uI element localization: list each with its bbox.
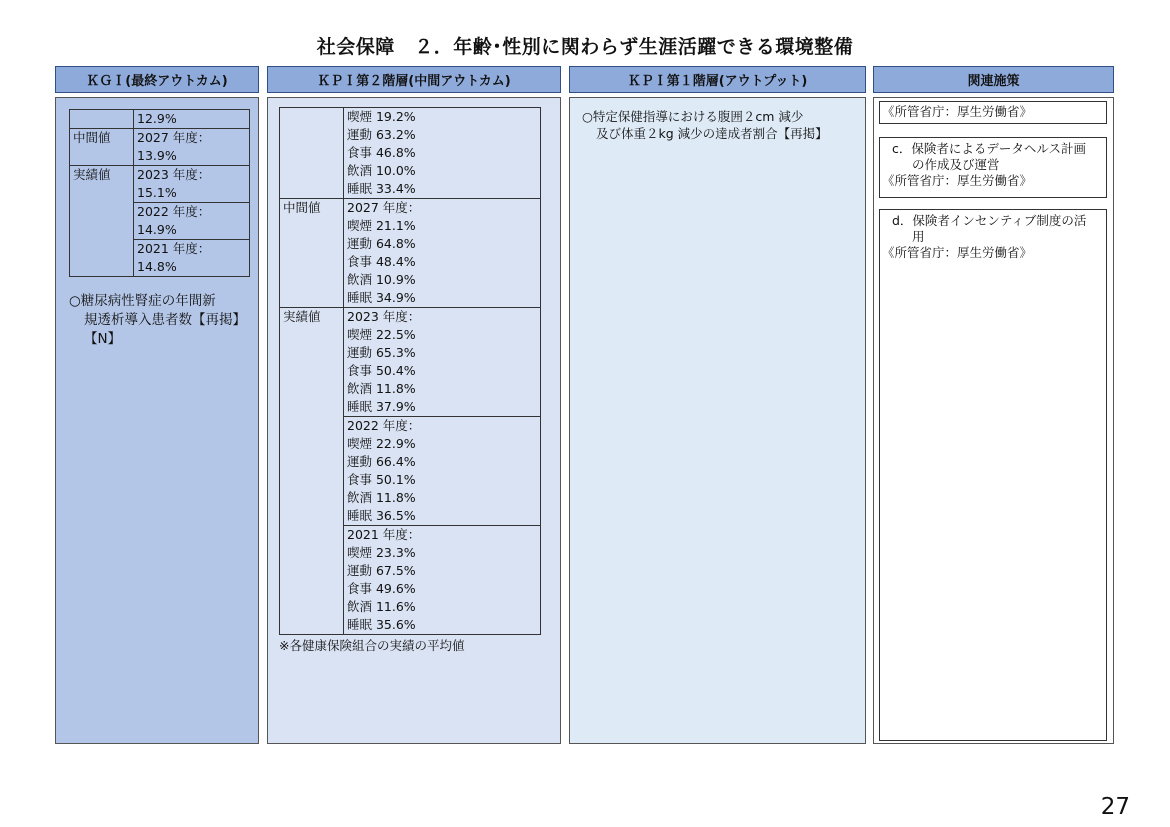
- table-row: [70, 129, 250, 166]
- ministry-text: 《所管省庁：厚生労働省》: [882, 173, 1033, 188]
- kpi1-column: [569, 97, 866, 744]
- policy-box-1: [879, 101, 1107, 124]
- kpi2-cell-label: [280, 108, 344, 199]
- header-kpi2: ＫＰＩ第２階層(中間アウトカム): [267, 66, 561, 93]
- kpi2-column: [267, 97, 561, 744]
- kgi-cell-value: 2022 年度： 14.9%: [134, 203, 250, 240]
- header-kpi1: ＫＰＩ第１階層(アウトプット): [569, 66, 866, 93]
- kgi-cell-value: 2021 年度： 14.8%: [134, 240, 250, 277]
- table-row: [280, 108, 541, 199]
- header-policy: 関連施策: [873, 66, 1114, 93]
- kpi2-cell-value: 2022 年度： 喫煙 22.9% 運動 66.4% 食事 50.1% 飲酒 11.8% 睡眠 36.5%: [344, 417, 541, 526]
- kgi-cell-label: 実績値: [70, 166, 134, 277]
- kpi2-cell-value: 喫煙 19.2% 運動 63.2% 食事 46.8% 飲酒 10.0% 睡眠 33.4%: [344, 108, 541, 199]
- kgi-item: [69, 292, 254, 349]
- policy-c-line1: c．保険者によるデータヘルス計画: [892, 141, 1086, 156]
- kgi-column: [55, 97, 259, 744]
- ministry-text: 《所管省庁：厚生労働省》: [882, 245, 1033, 260]
- page-title: 社会保障 ２．年齢･性別に関わらず生涯活躍できる環境整備: [316, 36, 854, 58]
- kpi1-item-body: 及び体重２kg 減少の達成者割合【再掲】: [596, 126, 828, 141]
- kgi-cell-label: 中間値: [70, 129, 134, 166]
- kpi2-cell-value: 2027 年度： 喫煙 21.1% 運動 64.8% 食事 48.4% 飲酒 10.9% 睡眠 34.9%: [344, 199, 541, 308]
- page-number: 27: [1100, 794, 1130, 820]
- kpi2-cell-label: 実績値: [280, 308, 344, 635]
- policy-box-3: [879, 209, 1107, 741]
- kgi-cell-value: 2027 年度： 13.9%: [134, 129, 250, 166]
- kgi-item-mark: ○: [69, 293, 81, 309]
- table-row: [280, 199, 541, 308]
- kpi2-cell-label: 中間値: [280, 199, 344, 308]
- policy-d-line2: 用: [912, 229, 925, 244]
- kgi-cell-value: 2023 年度： 15.1%: [134, 166, 250, 203]
- table-row: [70, 166, 250, 203]
- kgi-cell-value: 12.9%: [134, 110, 250, 129]
- kpi2-cell-value: 2021 年度： 喫煙 23.3% 運動 67.5% 食事 49.6% 飲酒 11.6% 睡眠 35.6%: [344, 526, 541, 635]
- header-kgi: ＫＧＩ(最終アウトカム): [55, 66, 259, 93]
- policy-d-line1: d．保険者インセンティブ制度の活: [892, 213, 1087, 228]
- kpi1-item-line1: ○特定保健指導における腹囲２cm 減少: [582, 109, 804, 124]
- table-row: [280, 308, 541, 417]
- kgi-cell-label: [70, 110, 134, 129]
- kgi-item-body: 規透析導入患者数【再掲】【N】: [84, 312, 246, 347]
- kpi2-cell-value: 2023 年度： 喫煙 22.5% 運動 65.3% 食事 50.4% 飲酒 11.8% 睡眠 37.9%: [344, 308, 541, 417]
- policy-box-2: [879, 137, 1107, 198]
- table-row: [70, 110, 250, 129]
- kgi-value-table: [69, 109, 250, 277]
- kgi-item-line1: 糖尿病性腎症の年間新: [80, 293, 216, 309]
- kpi2-value-table: [279, 107, 541, 635]
- ministry-text: 《所管省庁：厚生労働省》: [882, 104, 1033, 119]
- kpi1-item: [582, 108, 852, 142]
- kpi2-note: ※各健康保険組合の実績の平均値: [279, 638, 465, 653]
- policy-column: [873, 97, 1114, 744]
- policy-c-line2: の作成及び運営: [912, 157, 1000, 172]
